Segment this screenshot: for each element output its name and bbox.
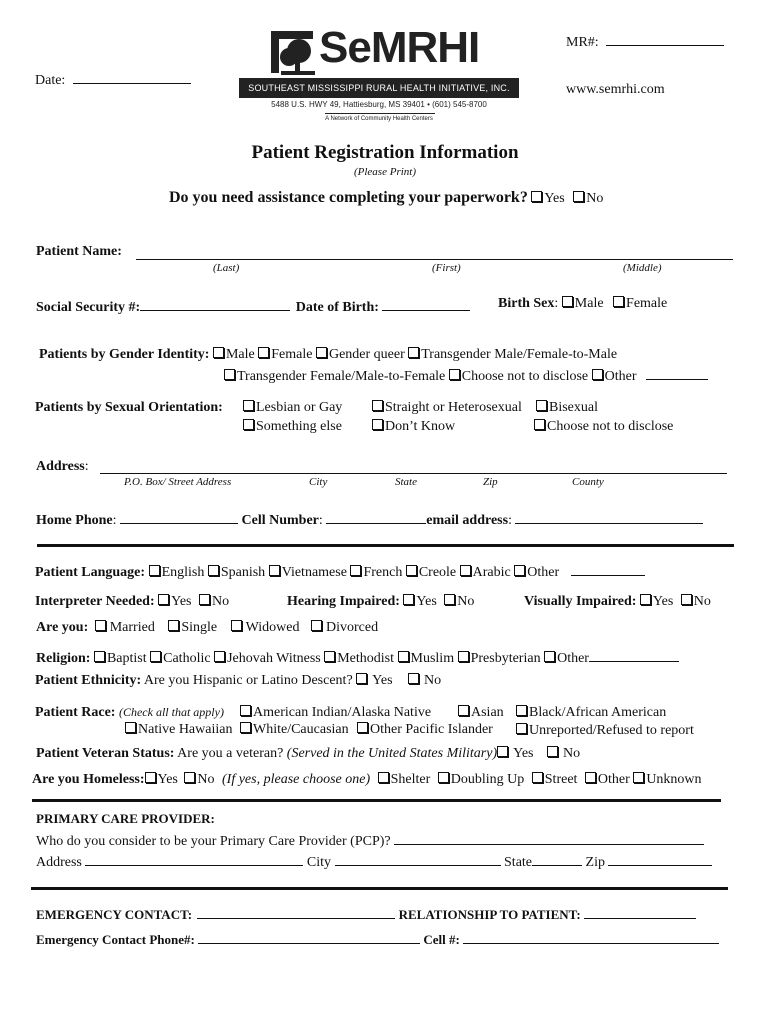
checkbox-icon[interactable] [444, 594, 455, 605]
checkbox-icon[interactable] [458, 705, 469, 716]
visual-yes[interactable]: Yes [640, 594, 673, 609]
middle-caption: (Middle) [623, 262, 662, 274]
checkbox-icon[interactable] [406, 565, 417, 576]
checkbox-icon[interactable] [514, 565, 525, 576]
language-label: Patient Language: [35, 565, 146, 580]
checkbox-icon[interactable] [150, 651, 161, 662]
visual-no[interactable]: No [681, 594, 711, 609]
logo-wordmark: SeMRHI [319, 23, 480, 72]
checkbox-icon[interactable] [398, 651, 409, 662]
assistance-question: Do you need assistance completing your paperwork? [169, 189, 528, 206]
divider [31, 887, 728, 890]
ethnicity-yes[interactable]: Yes [356, 673, 392, 688]
checkbox-icon[interactable] [240, 722, 251, 733]
checkbox-icon[interactable] [681, 594, 692, 605]
language-opt[interactable]: French [350, 565, 402, 580]
emergency-cell-field[interactable] [463, 930, 719, 944]
county-caption: County [572, 476, 604, 488]
checkbox-icon[interactable] [534, 419, 545, 430]
checkbox-icon[interactable] [633, 772, 644, 783]
patient-name-field[interactable] [136, 259, 733, 260]
home-phone-field[interactable] [120, 509, 238, 524]
emergency-cell-label: Cell #: [423, 932, 460, 947]
assistance-yes[interactable]: Yes [531, 191, 564, 206]
birth-sex-label: Birth Sex [498, 296, 555, 311]
ethnicity-label: Patient Ethnicity: [35, 673, 142, 688]
assistance-row [169, 189, 603, 207]
orientation-opt[interactable]: Lesbian or Gay [243, 400, 342, 416]
checkbox-icon[interactable] [258, 347, 269, 358]
cell-number-field[interactable] [326, 509, 426, 524]
checkbox-icon[interactable] [372, 400, 383, 411]
interpreter-group [35, 594, 229, 610]
religion-opt[interactable]: Muslim [398, 651, 455, 666]
checkbox-icon[interactable] [158, 594, 169, 605]
pcp-state-field[interactable] [532, 851, 582, 866]
visual-label: Visually Impaired: [524, 594, 637, 609]
homeless-note: (If yes, please choose one) [222, 772, 371, 787]
relationship-label: RELATIONSHIP TO PATIENT: [398, 907, 581, 922]
gender-other-field[interactable] [646, 365, 708, 380]
veteran-question: Are you a veteran? [177, 746, 284, 761]
logo-address: 5488 U.S. HWY 49, Hattiesburg, MS 39401 • (601) 545-8700 [271, 100, 487, 109]
pcp-city-label: City [306, 855, 332, 870]
hearing-label: Hearing Impaired: [287, 594, 400, 609]
marital-opt[interactable]: Single [168, 620, 217, 635]
checkbox-icon[interactable] [573, 191, 584, 202]
pcp-address-field[interactable] [85, 851, 303, 866]
checkbox-icon[interactable] [350, 565, 361, 576]
state-caption: State [395, 476, 417, 488]
race-opt[interactable]: Unreported/Refused to report [516, 723, 694, 739]
race-opt[interactable]: American Indian/Alaska Native [240, 705, 431, 721]
ethnicity-row [35, 673, 441, 689]
marital-row [36, 620, 378, 636]
language-opt[interactable]: Vietnamese [269, 565, 347, 580]
religion-opt[interactable]: Catholic [150, 651, 210, 666]
gender-opt[interactable]: Male [213, 347, 255, 362]
interpreter-label: Interpreter Needed: [35, 594, 155, 609]
relationship-field[interactable] [584, 905, 696, 919]
checkbox-icon[interactable] [311, 620, 322, 631]
checkbox-icon[interactable] [145, 772, 156, 783]
checkbox-icon[interactable] [640, 594, 651, 605]
pcp-zip-field[interactable] [608, 851, 712, 866]
pcp-row [36, 830, 704, 850]
checkbox-icon[interactable] [531, 191, 542, 202]
checkbox-icon[interactable] [372, 419, 383, 430]
race-opt[interactable]: Native Hawaiian [125, 722, 232, 738]
race-note: (Check all that apply) [118, 705, 224, 719]
checkbox-icon[interactable] [199, 594, 210, 605]
race-label: Patient Race: [35, 705, 116, 720]
pcp-question: Who do you consider to be your Primary Care Provider (PCP)? [36, 834, 391, 849]
orientation-opt[interactable]: Choose not to disclose [534, 419, 673, 435]
checkbox-icon[interactable] [613, 296, 624, 307]
ethnicity-question: Are you Hispanic or Latino Descent? [143, 673, 353, 688]
emergency-phone-label: Emergency Contact Phone#: [36, 932, 195, 947]
veteran-label: Patient Veteran Status: [36, 746, 175, 761]
divider [32, 799, 721, 802]
checkbox-icon[interactable] [403, 594, 414, 605]
homeless-row [32, 772, 702, 788]
race-label-group [35, 705, 224, 721]
ethnicity-no[interactable]: No [408, 673, 441, 688]
gender-opt[interactable]: Transgender Male/Female-to-Male [408, 347, 617, 362]
religion-row [36, 647, 679, 667]
hearing-no[interactable]: No [444, 594, 474, 609]
tree-house-icon [267, 29, 322, 77]
pcp-state-label: State [504, 855, 533, 870]
checkbox-icon[interactable] [224, 369, 235, 380]
page-title: Patient Registration Information [251, 142, 519, 163]
religion-opt[interactable]: Jehovah Witness [214, 651, 321, 666]
gender-opt[interactable]: Choose not to disclose [449, 369, 588, 384]
homeless-label: Are you Homeless: [32, 772, 145, 787]
gender-opt[interactable]: Transgender Female/Male-to-Female [224, 369, 445, 384]
pcp-address-label: Address [36, 855, 82, 870]
emergency-row [36, 905, 696, 923]
checkbox-icon[interactable] [213, 347, 224, 358]
checkbox-icon[interactable] [438, 772, 449, 783]
gender-opt[interactable]: Other [592, 369, 637, 384]
checkbox-icon[interactable] [324, 651, 335, 662]
city-caption: City [309, 476, 328, 488]
emergency-contact-label: EMERGENCY CONTACT: [36, 907, 193, 922]
emergency-phone-row [36, 930, 719, 948]
checkbox-icon[interactable] [460, 565, 471, 576]
mr-label: MR#: [566, 35, 599, 50]
homeless-no[interactable]: No [184, 772, 214, 787]
religion-opt[interactable]: Presbyterian [458, 651, 541, 666]
language-opt[interactable]: English [149, 565, 205, 580]
address-label: Address [36, 459, 85, 474]
mr-number-field[interactable] [566, 31, 724, 51]
emergency-phone-field[interactable] [198, 930, 420, 944]
dob-field[interactable] [382, 296, 470, 311]
homeless-opt[interactable]: Other [585, 772, 630, 787]
checkbox-icon[interactable] [168, 620, 179, 631]
dob-label: Date of Birth: [295, 300, 379, 315]
pcp-address-row [36, 851, 712, 871]
emergency-contact-field[interactable] [197, 905, 395, 919]
logo-banner: SOUTHEAST MISSISSIPPI RURAL HEALTH INITIATIVE, INC. [239, 78, 519, 98]
website: www.semrhi.com [566, 82, 665, 97]
checkbox-icon[interactable] [458, 651, 469, 662]
marital-opt[interactable]: Divorced [311, 620, 378, 635]
checkbox-icon[interactable] [243, 400, 254, 411]
sex-male[interactable]: Male [562, 296, 604, 311]
cell-number-label: Cell Number [241, 513, 319, 528]
divider [37, 544, 734, 547]
checkbox-icon[interactable] [231, 620, 242, 631]
checkbox-icon[interactable] [449, 369, 460, 380]
checkbox-icon[interactable] [356, 673, 367, 684]
veteran-no[interactable]: No [547, 746, 580, 761]
marital-opt[interactable]: Widowed [231, 620, 300, 635]
language-opt[interactable]: Spanish [208, 565, 265, 580]
visual-group [524, 594, 711, 610]
hearing-group [287, 594, 474, 610]
interpreter-yes[interactable]: Yes [158, 594, 191, 609]
marital-opt[interactable]: Married [95, 620, 155, 635]
language-row [35, 561, 645, 581]
language-opt[interactable]: Creole [406, 565, 456, 580]
language-other-field[interactable] [571, 561, 645, 576]
birth-sex-group: Birth Sex: Male Female [498, 296, 668, 311]
checkbox-icon[interactable] [184, 772, 195, 783]
checkbox-icon[interactable] [532, 772, 543, 783]
pcp-field[interactable] [394, 830, 704, 845]
pcp-heading: PRIMARY CARE PROVIDER: [36, 811, 215, 826]
orientation-opt[interactable]: Bisexual [536, 400, 598, 416]
checkbox-icon[interactable] [497, 746, 508, 757]
checkbox-icon[interactable] [240, 705, 251, 716]
address-field[interactable] [100, 473, 727, 474]
checkbox-icon[interactable] [592, 369, 603, 380]
checkbox-icon[interactable] [316, 347, 327, 358]
ssn-row [36, 296, 470, 316]
religion-other-field[interactable] [589, 647, 679, 662]
ssn-label: Social Security #: [36, 300, 141, 315]
checkbox-icon[interactable] [95, 620, 106, 631]
last-caption: (Last) [213, 262, 240, 274]
checkbox-icon[interactable] [544, 651, 555, 662]
checkbox-icon[interactable] [357, 722, 368, 733]
religion-opt[interactable]: Methodist [324, 651, 394, 666]
language-opt[interactable]: Arabic [460, 565, 511, 580]
checkbox-icon[interactable] [516, 723, 527, 734]
address-label-group: Address: [36, 459, 89, 474]
checkbox-icon[interactable] [214, 651, 225, 662]
checkbox-icon[interactable] [243, 419, 254, 430]
language-opt[interactable]: Other [514, 565, 559, 580]
sex-female[interactable]: Female [613, 296, 667, 311]
race-opt[interactable]: White/Caucasian [240, 722, 349, 738]
checkbox-icon[interactable] [408, 347, 419, 358]
veteran-yes[interactable]: Yes [497, 746, 533, 761]
orientation-opt[interactable]: Straight or Heterosexual [372, 400, 522, 416]
veteran-row [36, 746, 580, 762]
logo-tagline: A Network of Community Health Centers [325, 116, 433, 122]
checkbox-icon[interactable] [562, 296, 573, 307]
gender-opt[interactable]: Gender queer [316, 347, 405, 362]
interpreter-no[interactable]: No [199, 594, 229, 609]
pcp-city-field[interactable] [335, 851, 501, 866]
home-phone-label: Home Phone [36, 513, 113, 528]
email-field[interactable] [515, 509, 703, 524]
veteran-note: (Served in the United States Military) [286, 746, 498, 761]
religion-opt[interactable]: Other [544, 651, 589, 666]
zip-caption: Zip [483, 476, 498, 488]
gender-row-2 [224, 365, 708, 385]
first-caption: (First) [432, 262, 461, 274]
ssn-field[interactable] [140, 296, 290, 311]
checkbox-icon[interactable] [408, 673, 419, 684]
religion-label: Religion: [36, 651, 91, 666]
hearing-yes[interactable]: Yes [403, 594, 436, 609]
homeless-opt[interactable]: Unknown [633, 772, 701, 787]
homeless-yes[interactable]: Yes [145, 772, 178, 787]
date-field[interactable] [35, 69, 191, 89]
orientation-label: Patients by Sexual Orientation: [35, 400, 223, 415]
checkbox-icon[interactable] [208, 565, 219, 576]
patient-name-label: Patient Name: [36, 244, 122, 259]
orientation-opt[interactable]: Don’t Know [372, 419, 455, 435]
race-opt[interactable]: Other Pacific Islander [357, 722, 493, 738]
email-label: email address [426, 513, 509, 528]
checkbox-icon[interactable] [536, 400, 547, 411]
homeless-opt[interactable]: Street [532, 772, 578, 787]
orientation-opt[interactable]: Something else [243, 419, 342, 435]
gender-row-1 [39, 347, 617, 363]
page-subtitle: (Please Print) [353, 166, 416, 178]
checkbox-icon[interactable] [269, 565, 280, 576]
race-opt[interactable]: Black/African American [516, 705, 666, 721]
checkbox-icon[interactable] [149, 565, 160, 576]
street-caption: P.O. Box/ Street Address [124, 476, 232, 488]
checkbox-icon[interactable] [94, 651, 105, 662]
gender-opt[interactable]: Female [258, 347, 312, 362]
gender-label: Patients by Gender Identity: [39, 347, 210, 362]
race-opt[interactable]: Asian [458, 705, 504, 721]
pcp-zip-label: Zip [585, 855, 605, 870]
religion-opt[interactable]: Baptist [94, 651, 147, 666]
assistance-no[interactable]: No [573, 191, 603, 206]
checkbox-icon[interactable] [125, 722, 136, 733]
checkbox-icon[interactable] [585, 772, 596, 783]
date-label: Date: [35, 73, 66, 88]
homeless-opt[interactable]: Doubling Up [438, 772, 525, 787]
checkbox-icon[interactable] [516, 705, 527, 716]
marital-label: Are you: [36, 620, 89, 635]
phone-row: Home Phone: Cell Number: email address: [36, 509, 703, 529]
checkbox-icon[interactable] [547, 746, 558, 757]
checkbox-icon[interactable] [378, 772, 389, 783]
homeless-opt[interactable]: Shelter [378, 772, 431, 787]
semrhi-logo [239, 25, 519, 128]
